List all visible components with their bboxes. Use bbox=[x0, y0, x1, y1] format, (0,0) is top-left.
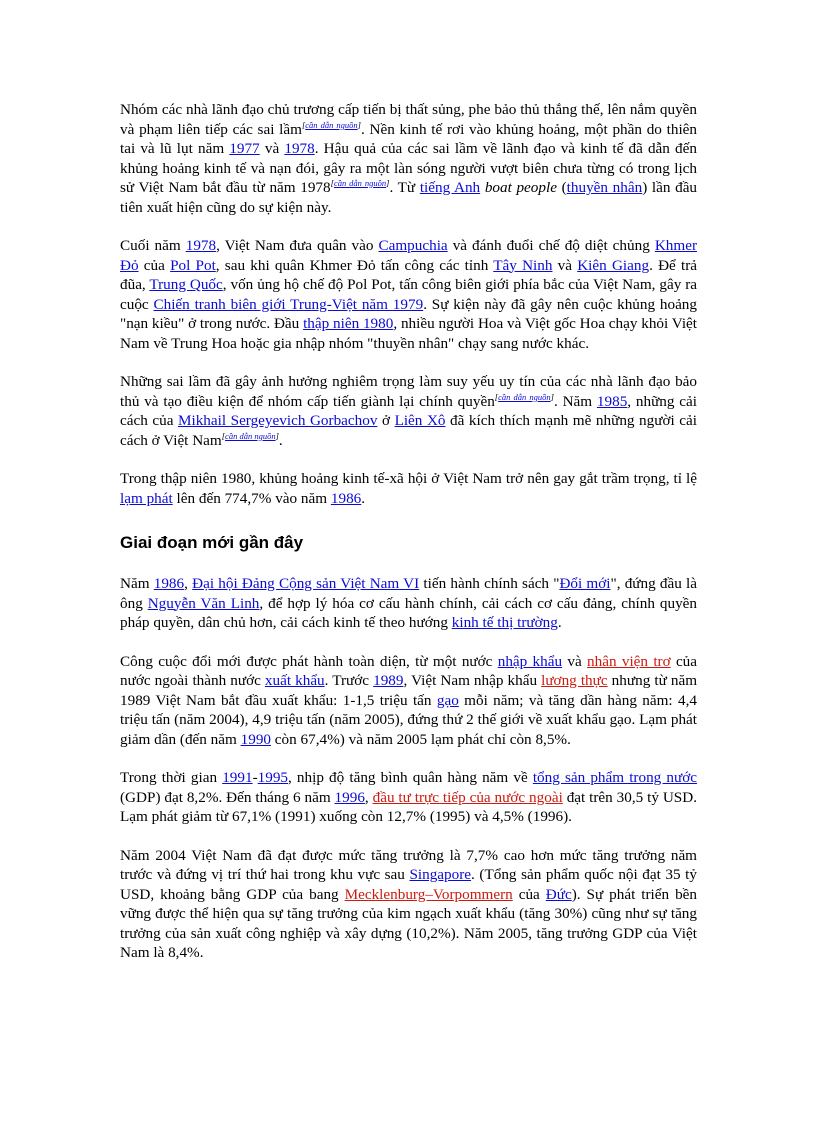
text: . bbox=[278, 431, 283, 449]
link-1995[interactable]: 1995 bbox=[257, 769, 288, 786]
link-dai-hoi-dang-vi[interactable]: Đại hội Đảng Cộng sản Việt Nam VI bbox=[192, 575, 420, 592]
citation-needed-link[interactable]: cần dẫn nguồn bbox=[305, 119, 358, 130]
document-page bbox=[120, 100, 697, 982]
citation-needed-sup: [cần dẫn nguồn] bbox=[221, 430, 279, 441]
text: và bbox=[562, 652, 588, 670]
paragraph-4 bbox=[120, 469, 697, 508]
link-singapore[interactable]: Singapore bbox=[409, 866, 472, 883]
text: , Việt Nam đưa quân vào bbox=[216, 237, 379, 254]
link-1996[interactable]: 1996 bbox=[334, 788, 365, 806]
text: nhưng từ năm 1989 Việt Nam bắt đầu xuất khẩu: 1-1,5 triệu tấn bbox=[120, 672, 698, 709]
link-luong-thuc[interactable]: lương thực bbox=[541, 672, 608, 689]
text: Những sai lầm đã gây ảnh hưởng nghiêm trọng làm suy yếu uy tín của các nhà lãnh đạo bảo thủ và tạo điều kiện để nhóm cấp tiến giành lại chính quyền bbox=[120, 373, 697, 410]
text: . Trước bbox=[324, 672, 374, 689]
text: , Việt Nam nhập khẩu bbox=[403, 672, 542, 689]
link-gao[interactable]: gạo bbox=[436, 691, 459, 709]
section-heading: Giai đoạn mới gần đây bbox=[120, 533, 304, 552]
text: , những cải cách của bbox=[120, 392, 697, 429]
text: , bbox=[364, 788, 373, 806]
link-khmer-do[interactable]: Khmer Đỏ bbox=[120, 237, 698, 274]
text: đã kích thích mạnh mẽ những người cải cách ở Việt Nam bbox=[120, 412, 697, 449]
text: , vốn ủng hộ chế độ Pol Pot, tấn công biên giới phía bắc của Việt Nam, gây ra cuộc bbox=[120, 276, 697, 313]
citation-needed-sup: [cần dẫn nguồn] bbox=[301, 119, 361, 130]
link-kien-giang[interactable]: Kiên Giang bbox=[577, 256, 650, 274]
link-trung-quoc[interactable]: Trung Quốc bbox=[149, 276, 223, 293]
paragraph-3 bbox=[120, 372, 697, 450]
link-gorbachov[interactable]: Mikhail Sergeyevich Gorbachov bbox=[177, 412, 378, 429]
citation-needed-sup: [cần dẫn nguồn] bbox=[494, 391, 554, 402]
link-1991[interactable]: 1991 bbox=[222, 769, 253, 786]
paragraph-1 bbox=[120, 100, 697, 217]
link-tieng-anh[interactable]: tiếng Anh bbox=[419, 179, 481, 196]
text: Công cuộc đổi mới được phát hành toàn diện, từ một nước bbox=[120, 652, 498, 670]
text: và đánh đuổi chế độ diệt chủng bbox=[447, 237, 655, 254]
text: Năm bbox=[120, 575, 154, 592]
citation-needed-link[interactable]: cần dẫn nguồn bbox=[225, 430, 276, 441]
link-campuchia[interactable]: Campuchia bbox=[378, 237, 448, 254]
link-tay-ninh[interactable]: Tây Ninh bbox=[493, 256, 553, 274]
link-1986[interactable]: 1986 bbox=[153, 575, 185, 592]
text: . Sự kiện này đã gây nên cuộc khủng hoảng "nạn kiều" ở trong nước. Đầu bbox=[120, 295, 697, 332]
text: và bbox=[552, 256, 578, 274]
link-tong-san-pham-trong-nuoc[interactable]: tổng sản phẩm trong nước bbox=[532, 769, 697, 786]
text: Trong thời gian bbox=[120, 769, 223, 786]
text: , nhiều người Hoa và Việt gốc Hoa chạy khỏi Việt Nam về Trung Hoa hoặc gia nhập nhóm "thuyền nhân" chạy sang nước khác. bbox=[120, 315, 698, 352]
citation-needed-link[interactable]: cần dẫn nguồn bbox=[498, 391, 551, 402]
link-1978[interactable]: 1978 bbox=[284, 140, 315, 157]
link-nhan-vien-tro[interactable]: nhân viện trơ bbox=[587, 652, 671, 670]
italic-term: boat people bbox=[484, 179, 557, 196]
text: ). Sự phát triển bền vững được thể hiện qua sự tăng trưởng của kim ngạch xuất khẩu (tăng 30%) cũng như sự tăng trưởng của sản xuất công nghiệp và xây dựng (10,2%). Năm 2005, tăng trưởng GDP của Việt Nam là 8,4%. bbox=[120, 885, 697, 961]
link-lam-phat[interactable]: lạm phát bbox=[120, 489, 173, 507]
text: Cuối năm bbox=[120, 237, 186, 254]
link-1978[interactable]: 1978 bbox=[185, 237, 217, 254]
link-lien-xo[interactable]: Liên Xô bbox=[394, 412, 446, 429]
text: , bbox=[184, 575, 193, 592]
text: . (Tổng sản phẩm quốc nội đạt 35 tỷ USD, khoảng bằng GDP của bang bbox=[120, 866, 697, 903]
text: . Để trả đũa, bbox=[120, 256, 698, 293]
text: Trong thập niên 1980, khủng hoảng kinh tế-xã hội ở Việt Nam trở nên gay gắt trầm trọng, tỉ lệ bbox=[120, 470, 697, 487]
paragraph-8 bbox=[120, 846, 697, 963]
link-mecklenburg-vorpommern[interactable]: Mecklenburg–Vorpommern bbox=[344, 885, 513, 903]
text: của bbox=[138, 256, 171, 274]
link-nhap-khau[interactable]: nhập khẩu bbox=[497, 652, 563, 670]
citation-needed-sup: [cần dẫn nguồn] bbox=[330, 178, 390, 188]
text: của bbox=[512, 885, 546, 903]
text: Năm 2004 Việt Nam đã đạt được mức tăng trưởng là 7,7% cao hơn mức tăng trưởng năm trước và đứng vị trí thứ hai trong khu vực sau bbox=[120, 846, 697, 883]
link-1986[interactable]: 1986 bbox=[330, 489, 362, 507]
text: ở bbox=[377, 412, 395, 429]
text: (GDP) đạt 8,2%. Đến tháng 6 năm bbox=[120, 788, 335, 806]
citation-needed-link[interactable]: cần dẫn nguồn bbox=[333, 178, 387, 188]
link-chien-tranh-bien-gioi[interactable]: Chiến tranh biên giới Trung-Việt năm 1979 bbox=[153, 295, 424, 313]
text: Nhóm các nhà lãnh đạo chủ trương cấp tiến bị thất sủng, phe bảo thủ thắng thế, lên nắm quyền và phạm liên tiếp các sai lầm bbox=[120, 101, 697, 138]
text: ( bbox=[556, 179, 567, 196]
text: . Hậu quả của các sai lầm về lãnh đạo và kinh tế đã dẫn đến khủng hoảng kinh tế và nạn đói, gây ra một làn sóng người vượt biên chưa từng có trong lịch sử Việt Nam bắt đầu từ năm 1978 bbox=[120, 140, 697, 196]
text: mỗi năm; và tăng dần hàng năm: 4,4 triệu tấn (năm 2004), 4,9 triệu tấn (năm 2005), đứng thứ 2 thế giới về xuất khẩu gạo. Lạm phát giảm dần (đến năm bbox=[120, 691, 697, 748]
link-1977[interactable]: 1977 bbox=[229, 140, 260, 157]
text: . Nền kinh tế rơi vào khủng hoảng, một phần do thiên tai và lũ lụt năm bbox=[120, 120, 697, 157]
text: và bbox=[259, 140, 285, 157]
text: . bbox=[361, 489, 366, 507]
link-1989[interactable]: 1989 bbox=[373, 672, 404, 689]
text: . Năm bbox=[553, 392, 597, 410]
text: - bbox=[252, 769, 258, 786]
paragraph-2 bbox=[120, 236, 697, 353]
link-1985[interactable]: 1985 bbox=[596, 392, 628, 410]
text: . bbox=[557, 614, 562, 631]
link-thap-nien-1980[interactable]: thập niên 1980 bbox=[303, 315, 394, 332]
text: , nhịp độ tăng bình quân hàng năm về bbox=[288, 769, 533, 786]
link-thuyen-nhan[interactable]: thuyền nhân bbox=[566, 179, 643, 196]
text: . Từ bbox=[389, 179, 420, 196]
text: của nước ngoài thành nước bbox=[120, 652, 698, 689]
link-1990[interactable]: 1990 bbox=[240, 730, 271, 748]
text: còn 67,4%) và năm 2005 lạm phát chỉ còn 8,5%. bbox=[271, 730, 571, 748]
paragraph-6 bbox=[120, 652, 697, 750]
link-duc[interactable]: Đức bbox=[545, 885, 572, 903]
link-kinh-te-thi-truong[interactable]: kinh tế thị trường bbox=[451, 614, 558, 631]
link-nguyen-van-linh[interactable]: Nguyễn Văn Linh bbox=[147, 594, 260, 612]
link-dau-tu-truc-tiep[interactable]: đầu tư trực tiếp của nước ngoài bbox=[372, 788, 563, 806]
link-doi-moi[interactable]: Đổi mới bbox=[559, 575, 611, 592]
text: tiến hành chính sách " bbox=[419, 575, 560, 592]
paragraph-5 bbox=[120, 574, 697, 633]
paragraph-7 bbox=[120, 768, 697, 827]
link-pol-pot[interactable]: Pol Pot bbox=[170, 256, 216, 274]
text: đạt trên 30,5 tỷ USD. Lạm phát giảm từ 67,1% (1991) xuống còn 12,7% (1995) và 4,5% (1996). bbox=[120, 788, 697, 825]
text: ) lần đầu tiên xuất hiện cũng do sự kiện này. bbox=[120, 179, 698, 216]
text: lên đến 774,7% vào năm bbox=[172, 489, 331, 507]
text: ", đứng đầu là ông bbox=[120, 575, 698, 612]
link-xuat-khau[interactable]: xuất khẩu bbox=[264, 672, 325, 689]
text: , sau khi quân Khmer Đỏ tấn công các tỉnh bbox=[215, 256, 494, 274]
text: , để hợp lý hóa cơ cấu hành chính, cải cách cơ cấu đảng, chính quyền pháp quyền, dân chủ hơn, cải cách kinh tế theo hướng bbox=[120, 594, 697, 631]
